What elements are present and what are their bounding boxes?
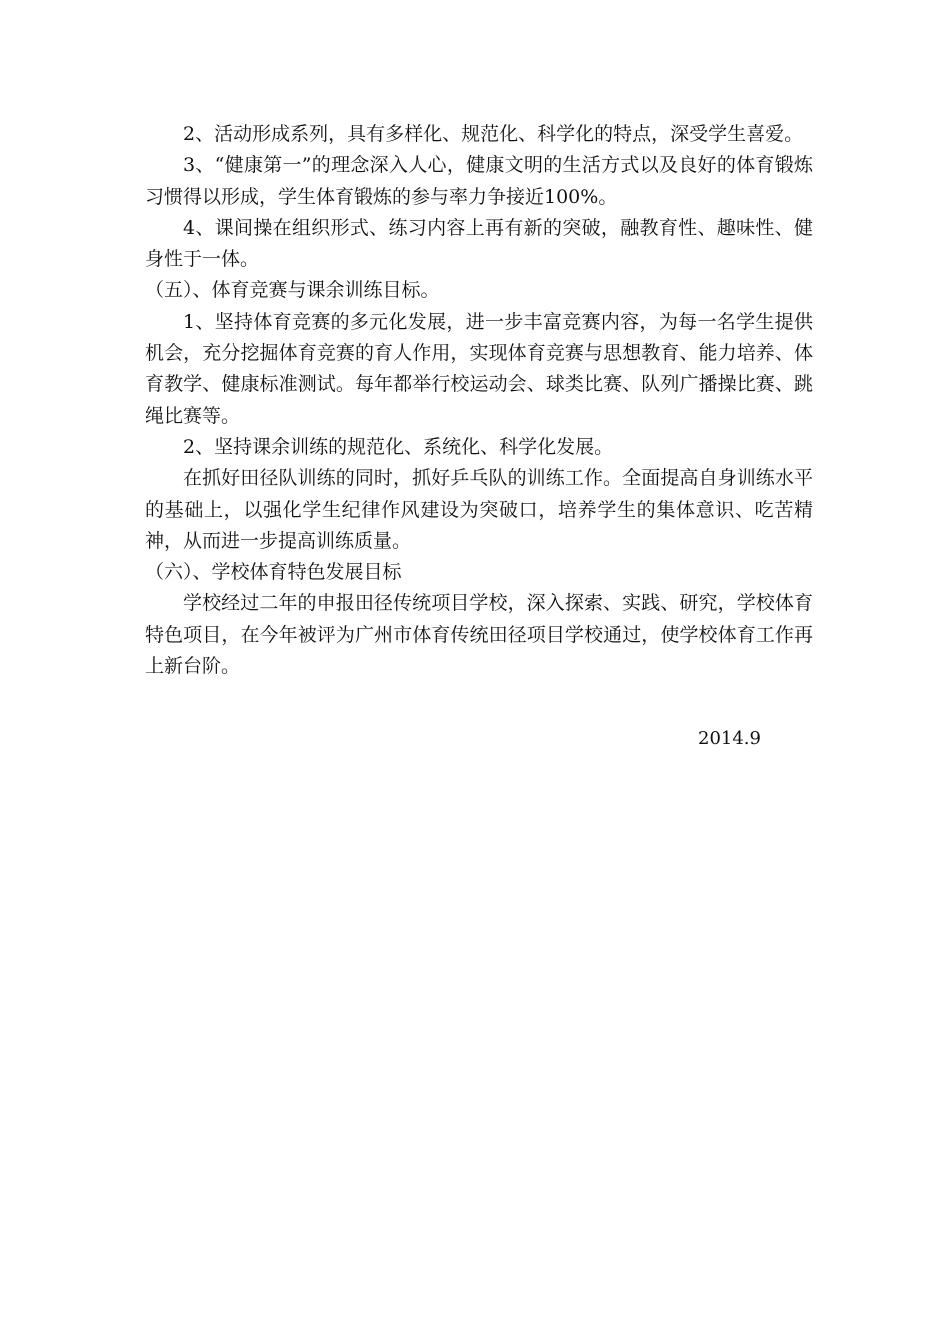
paragraph-item-2: 2、活动形成系列，具有多样化、规范化、科学化的特点，深受学生喜爱。 [183, 123, 804, 145]
section-heading-5: （五）、体育竞赛与课余训练目标。 [145, 279, 440, 302]
paragraph-competition-2: 2、坚持课余训练的规范化、系统化、科学化发展。 [183, 435, 614, 458]
document-date: 2014.9 [698, 728, 761, 749]
paragraph-item-4: 4、课间操在组织形式、练习内容上再有新的突破，融教育性、趣味性、健身性于一体。 [145, 216, 813, 271]
document-body [145, 119, 813, 682]
paragraph-competition-1: 1、坚持体育竞赛的多元化发展，进一步丰富竞赛内容，为每一名学生提供机会，充分挖掘体育竞赛的育人作用，实现体育竞赛与思想教育、能力培养、体育教学、健康标准测试。每年都举行校运动会、球类比赛、队列广播操比赛、跳绳比赛等。 [145, 310, 813, 427]
section-heading-6: （六）、学校体育特色发展目标 [145, 561, 402, 584]
paragraph-item-3: 3、“健康第一”的理念深入人心，健康文明的生活方式以及良好的体育锻炼习惯得以形成，学生体育锻炼的参与率力争接近100%。 [145, 154, 813, 208]
paragraph-training: 在抓好田径队训练的同时，抓好乒乓队的训练工作。全面提高自身训练水平的基础上，以强化学生纪律作风建设为突破口，培养学生的集体意识、吃苦精神，从而进一步提高训练质量。 [145, 467, 813, 552]
paragraph-school-feature: 学校经过二年的申报田径传统项目学校，深入探索、实践、研究，学校体育特色项目，在今年被评为广州市体育传统田径项目学校通过，使学校体育工作再上新台阶。 [145, 592, 813, 678]
